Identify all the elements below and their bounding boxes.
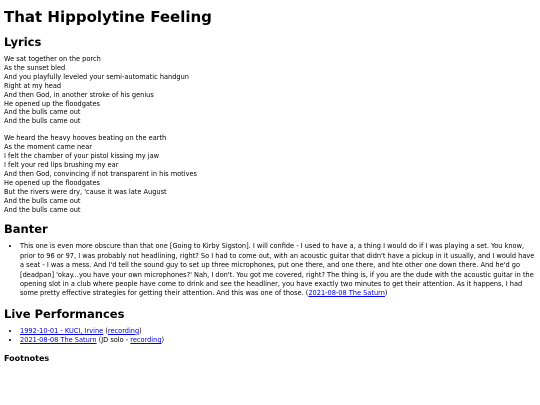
lyrics-heading: Lyrics bbox=[4, 35, 42, 49]
close-paren: ) bbox=[384, 289, 388, 298]
banter-item bbox=[20, 242, 536, 298]
banter-heading: Banter bbox=[4, 222, 48, 237]
lyric-line: He opened up the floodgates bbox=[4, 99, 100, 108]
lyric-line: I felt your red lips brushing my ear bbox=[4, 160, 119, 169]
open-paren: ( bbox=[305, 289, 309, 298]
lyric-line: And you playfully leveled your semi-automatic handgun bbox=[4, 72, 189, 81]
performance-show-link[interactable]: 2021-08-08 The Saturn bbox=[20, 336, 97, 345]
lyric-line: I felt the chamber of your pistol kissing my jaw bbox=[4, 152, 160, 161]
lyric-line: He opened up the floodgates bbox=[4, 178, 100, 187]
lyrics-stanza bbox=[4, 134, 536, 214]
lyric-line: Right at my head bbox=[4, 81, 62, 90]
lyric-line: We sat together on the porch bbox=[4, 55, 101, 63]
lyric-line: We heard the heavy hooves beating on the earth bbox=[4, 134, 167, 143]
lyrics-stanza bbox=[4, 55, 536, 126]
performance-item bbox=[20, 327, 536, 336]
lyric-line: As the sunset bled bbox=[4, 63, 66, 72]
performance-note: (JD solo - bbox=[96, 336, 131, 345]
performance-note: ( bbox=[103, 326, 108, 335]
performance-show-link[interactable]: 1992-10-01 - KUCI, Irvine bbox=[20, 326, 104, 335]
recording-link[interactable]: recording bbox=[107, 326, 140, 335]
recording-link[interactable]: recording bbox=[130, 336, 162, 345]
close-paren: ) bbox=[161, 336, 165, 345]
performance-item bbox=[20, 336, 536, 345]
lyric-line: And the bulls came out bbox=[4, 196, 81, 205]
footnotes-heading: Footnotes bbox=[4, 353, 50, 363]
page-title: That Hippolytine Feeling bbox=[4, 8, 212, 26]
live-performances-heading: Live Performances bbox=[4, 306, 125, 321]
banter-show-link[interactable]: 2021-08-08 The Saturn bbox=[308, 289, 385, 298]
lyric-line: As the moment came near bbox=[4, 143, 92, 152]
performances-list bbox=[4, 327, 536, 346]
lyric-line: And the bulls came out bbox=[4, 108, 81, 117]
lyric-line: But the rivers were dry, 'cause it was late August bbox=[4, 187, 167, 196]
lyrics-body bbox=[4, 55, 536, 214]
lyric-line: And then God, in another stroke of his genius bbox=[4, 90, 154, 99]
lyric-line: And then God, convincing if not transparent in his motives bbox=[4, 169, 197, 178]
lyric-line: And the bulls came out bbox=[4, 117, 81, 126]
banter-list bbox=[4, 242, 536, 298]
banter-text: This one is even more obscure than that one [Going to Kirby Sigston]. I will confide - I used to have a, a thing I would do if I was playing a set. You know, prior to 96 or 97, I was probably not headlining, right? So I had to come out, with an acoustic guitar that didn't have a pickup in it usually, and I would have a seat - I was a mess. And I'd tell the sound guy to set up three microphones, put one there, and one there, and hte other one down there. And he'd go [deadpan] 'okay...you have your own microphones?' Nah, I don't. You got me covered, right? The thing is, if you are the dude with the acoustic guitar in the opening slot in a club where people have come to drink and see the headliner, you have exactly two minutes to get their attention. As it happens, I had some pretty effective strategies for getting their attention. And this was one of those. bbox=[20, 242, 535, 298]
close-paren: ) bbox=[139, 326, 142, 335]
lyric-line: And the bulls came out bbox=[4, 205, 81, 214]
